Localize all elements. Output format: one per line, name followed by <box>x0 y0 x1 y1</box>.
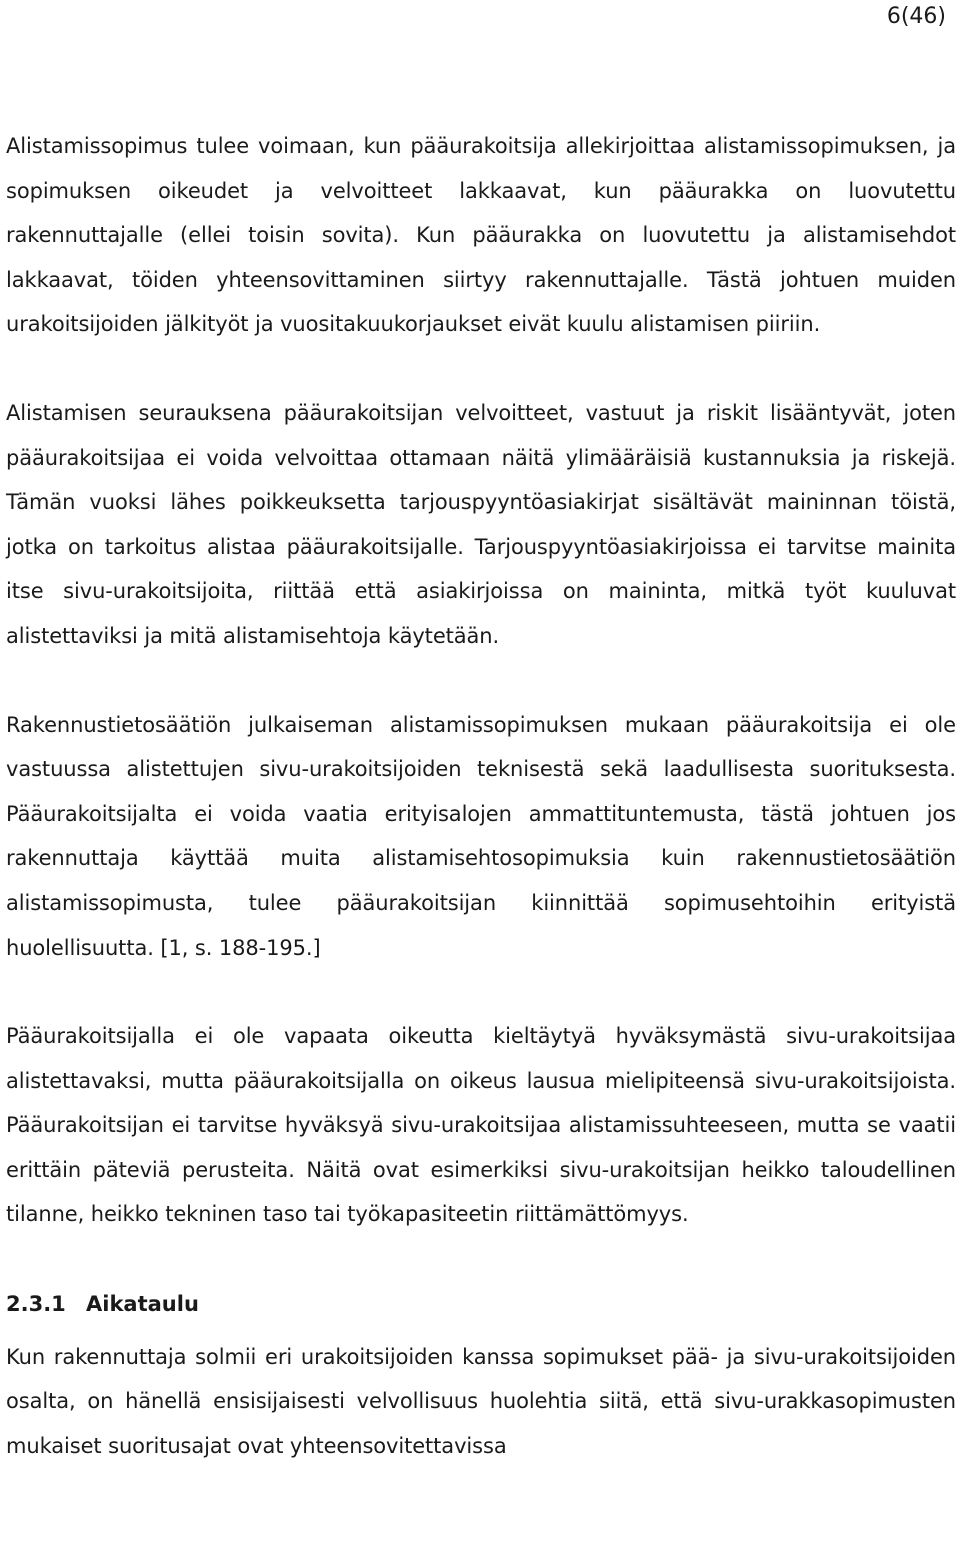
paragraph-4: Pääurakoitsijalla ei ole vapaata oikeutta kieltäytyä hyväksymästä sivu-urakoitsijaa alistettavaksi, mutta pääurakoitsijalla on oikeus lausua mielipiteensä sivu-urakoitsijoista. Pääurakoitsijan ei tarvitse hyväksyä sivu-urakoitsijaa alistamissuhteeseen, mutta se vaatii erittäin päteviä perusteita. Näitä ovat esimerkiksi sivu-urakoitsijan heikko taloudellinen tilanne, heikko tekninen taso tai työkapasiteetin riittämättömyys. <box>6 1024 956 1227</box>
paragraph-2: Alistamisen seurauksena pääurakoitsijan velvoitteet, vastuut ja riskit lisääntyvät, joten pääurakoitsijaa ei voida velvoittaa ottamaan näitä ylimääräisiä kustannuksia ja riskejä. Tämän vuoksi lähes poikkeuksetta tarjouspyyntöasiakirjat sisältävät maininnan töistä, jotka on tarkoitus alistaa pääurakoitsijalle. Tarjouspyyntöasiakirjoissa ei tarvitse mainita itse sivu-urakoitsijoita, riittää että asiakirjoissa on maininta, mitkä työt kuuluvat alistettaviksi ja mitä alistamisehtoja käytetään. <box>6 400 956 648</box>
paragraph-3: Rakennustietosäätiön julkaiseman alistamissopimuksen mukaan pääurakoitsija ei ole vastuussa alistettujen sivu-urakoitsijoiden teknisestä sekä laadullisesta suorituksesta. Pääurakoitsijalta ei voida vaatia erityisalojen ammattituntemusta, tästä johtuen jos rakennuttaja käyttää muita alistamisehtosopimuksia kuin rakennustietosäätiön alistamissopimusta, tulee pääurakoitsijan kiinnittää sopimusehtoihin erityistä huolellisuutta. [1, s. 188-195.] <box>6 712 956 960</box>
section-heading <box>6 1282 956 1327</box>
document-body <box>6 124 956 1468</box>
paragraph-5: Kun rakennuttaja solmii eri urakoitsijoiden kanssa sopimukset pää- ja sivu-urakoitsijoiden osalta, on hänellä ensisijaisesti velvollisuus huolehtia siitä, että sivu-urakkasopimusten mukaiset suoritusajat ovat yhteensovitettavissa <box>6 1344 956 1458</box>
section-number: 2.3.1 <box>6 1292 66 1317</box>
section-title: Aikataulu <box>86 1292 199 1317</box>
page-number: 6(46) <box>886 4 946 29</box>
paragraph-1: Alistamissopimus tulee voimaan, kun pääurakoitsija allekirjoittaa alistamissopimuksen, ja sopimuksen oikeudet ja velvoitteet lakkaavat, kun pääurakka on luovutettu rakennuttajalle (ellei toisin sovita). Kun pääurakka on luovutettu ja alistamisehdot lakkaavat, töiden yhteensovittaminen siirtyy rakennuttajalle. Tästä johtuen muiden urakoitsijoiden jälkityöt ja vuositakuukorjaukset eivät kuulu alistamisen piiriin. <box>6 134 956 337</box>
